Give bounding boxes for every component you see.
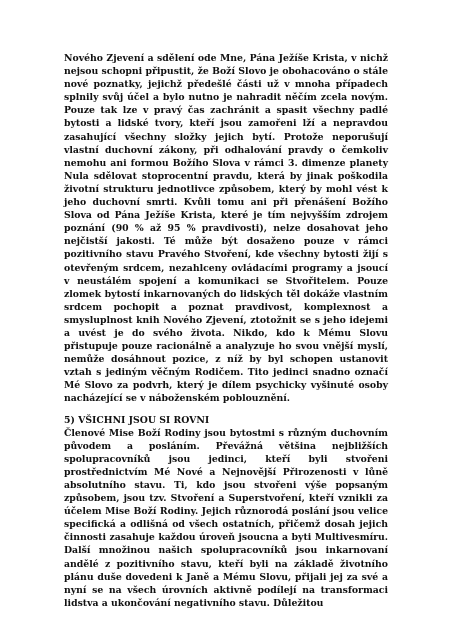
paragraph-2: Členové Mise Boží Rodiny jsou bytostmi s různým duchovním původem a posláním. Převážná většina nejbližších spolupracovníků jsou jedinci, kteří byli stvořeni prostřednictvím Mé Nové a Nejnovější Přirozenosti v lůně absolutního stavu. Ti, kdo jsou stvořeni výše popsaným způsobem, jsou tzv. Stvoření a Superstvoření, kteří vznikli za účelem Mise Boží Rodiny. Jejich různorodá poslání jsou velice specifická a odlišná od všech ostatních, přičemž dosah jejich činnosti zasahuje každou úroveň jsoucna a byti Multivesmíru. Další množinou našich spolupracovníků jsou inkarnovaní andělé z pozitivního stavu, kteří byli na základě životního plánu duše dovedeni k Janě a Mému Slovu, přijali jej za své a nyní se na všech úrovních aktivně podílejí na transformaci lidstva a ukončování negativního stavu. Důležitou — [64, 427, 388, 609]
section-heading: 5) VŠICHNI JSOU SI ROVNI — [64, 414, 210, 426]
document-page — [64, 52, 388, 610]
paragraph-1: Nového Zjevení a sdělení ode Mne, Pána Ježíše Krista, v nichž nejsou schopni připustit, že Boží Slovo je obohacováno o stále nové poznatky, jejichž předešlé části už v mnoha případech splnily svůj účel a bylo nutno je nahradit něčím zcela novým. Pouze tak lze v pravý čas zachránit a spasit všechny padlé bytosti a lidské tvory, kteří jsou zamořeni lží a nepravdou zasahující všechny složky jejich bytí. Protože neporušují vlastní duchovní zákony, při odhalování pravdy o čemkoliv nemohu ani formou Božího Slova v rámci 3. dimenze planety Nula sdělovat stoprocentní pravdu, která by jinak poškodila životní strukturu jednotlivce způsobem, který by mohl vést k jeho duchovní smrti. Kvůli tomu ani při přenášení Božího Slova od Pána Ježíše Krista, které je tím nejvyšším zdrojem poznání (90 % až 95 % pravdivosti), nelze dosahovat jeho nejčistší jakosti. Té může být dosaženo pouze v rámci pozitivního stavu Pravého Stvoření, kde všechny bytosti žijí s otevřeným srdcem, nezahlceny ovládacími programy a jsoucí v neustálém spojení a komunikaci se Stvořitelem. Pouze zlomek bytostí inkarnovaných do lidských těl dokáže vlastním srdcem pochopit a poznat pravdivost, komplexnost a smysluplnost knih Nového Zjevení, ztotožnit se s jeho idejemi a uvést je do svého života. Nikdo, kdo k Mému Slovu přistupuje pouze racionálně a analyzuje ho svou vnější myslí, nemůže dosáhnout pozice, z níž by byl schopen ustanovit vztah s jediným věčným Rodičem. Tito jedinci snadno označí Mé Slovo za podvrh, který je dílem psychicky vyšinuté osoby nacházející se v náboženském poblouznění. — [64, 53, 388, 405]
